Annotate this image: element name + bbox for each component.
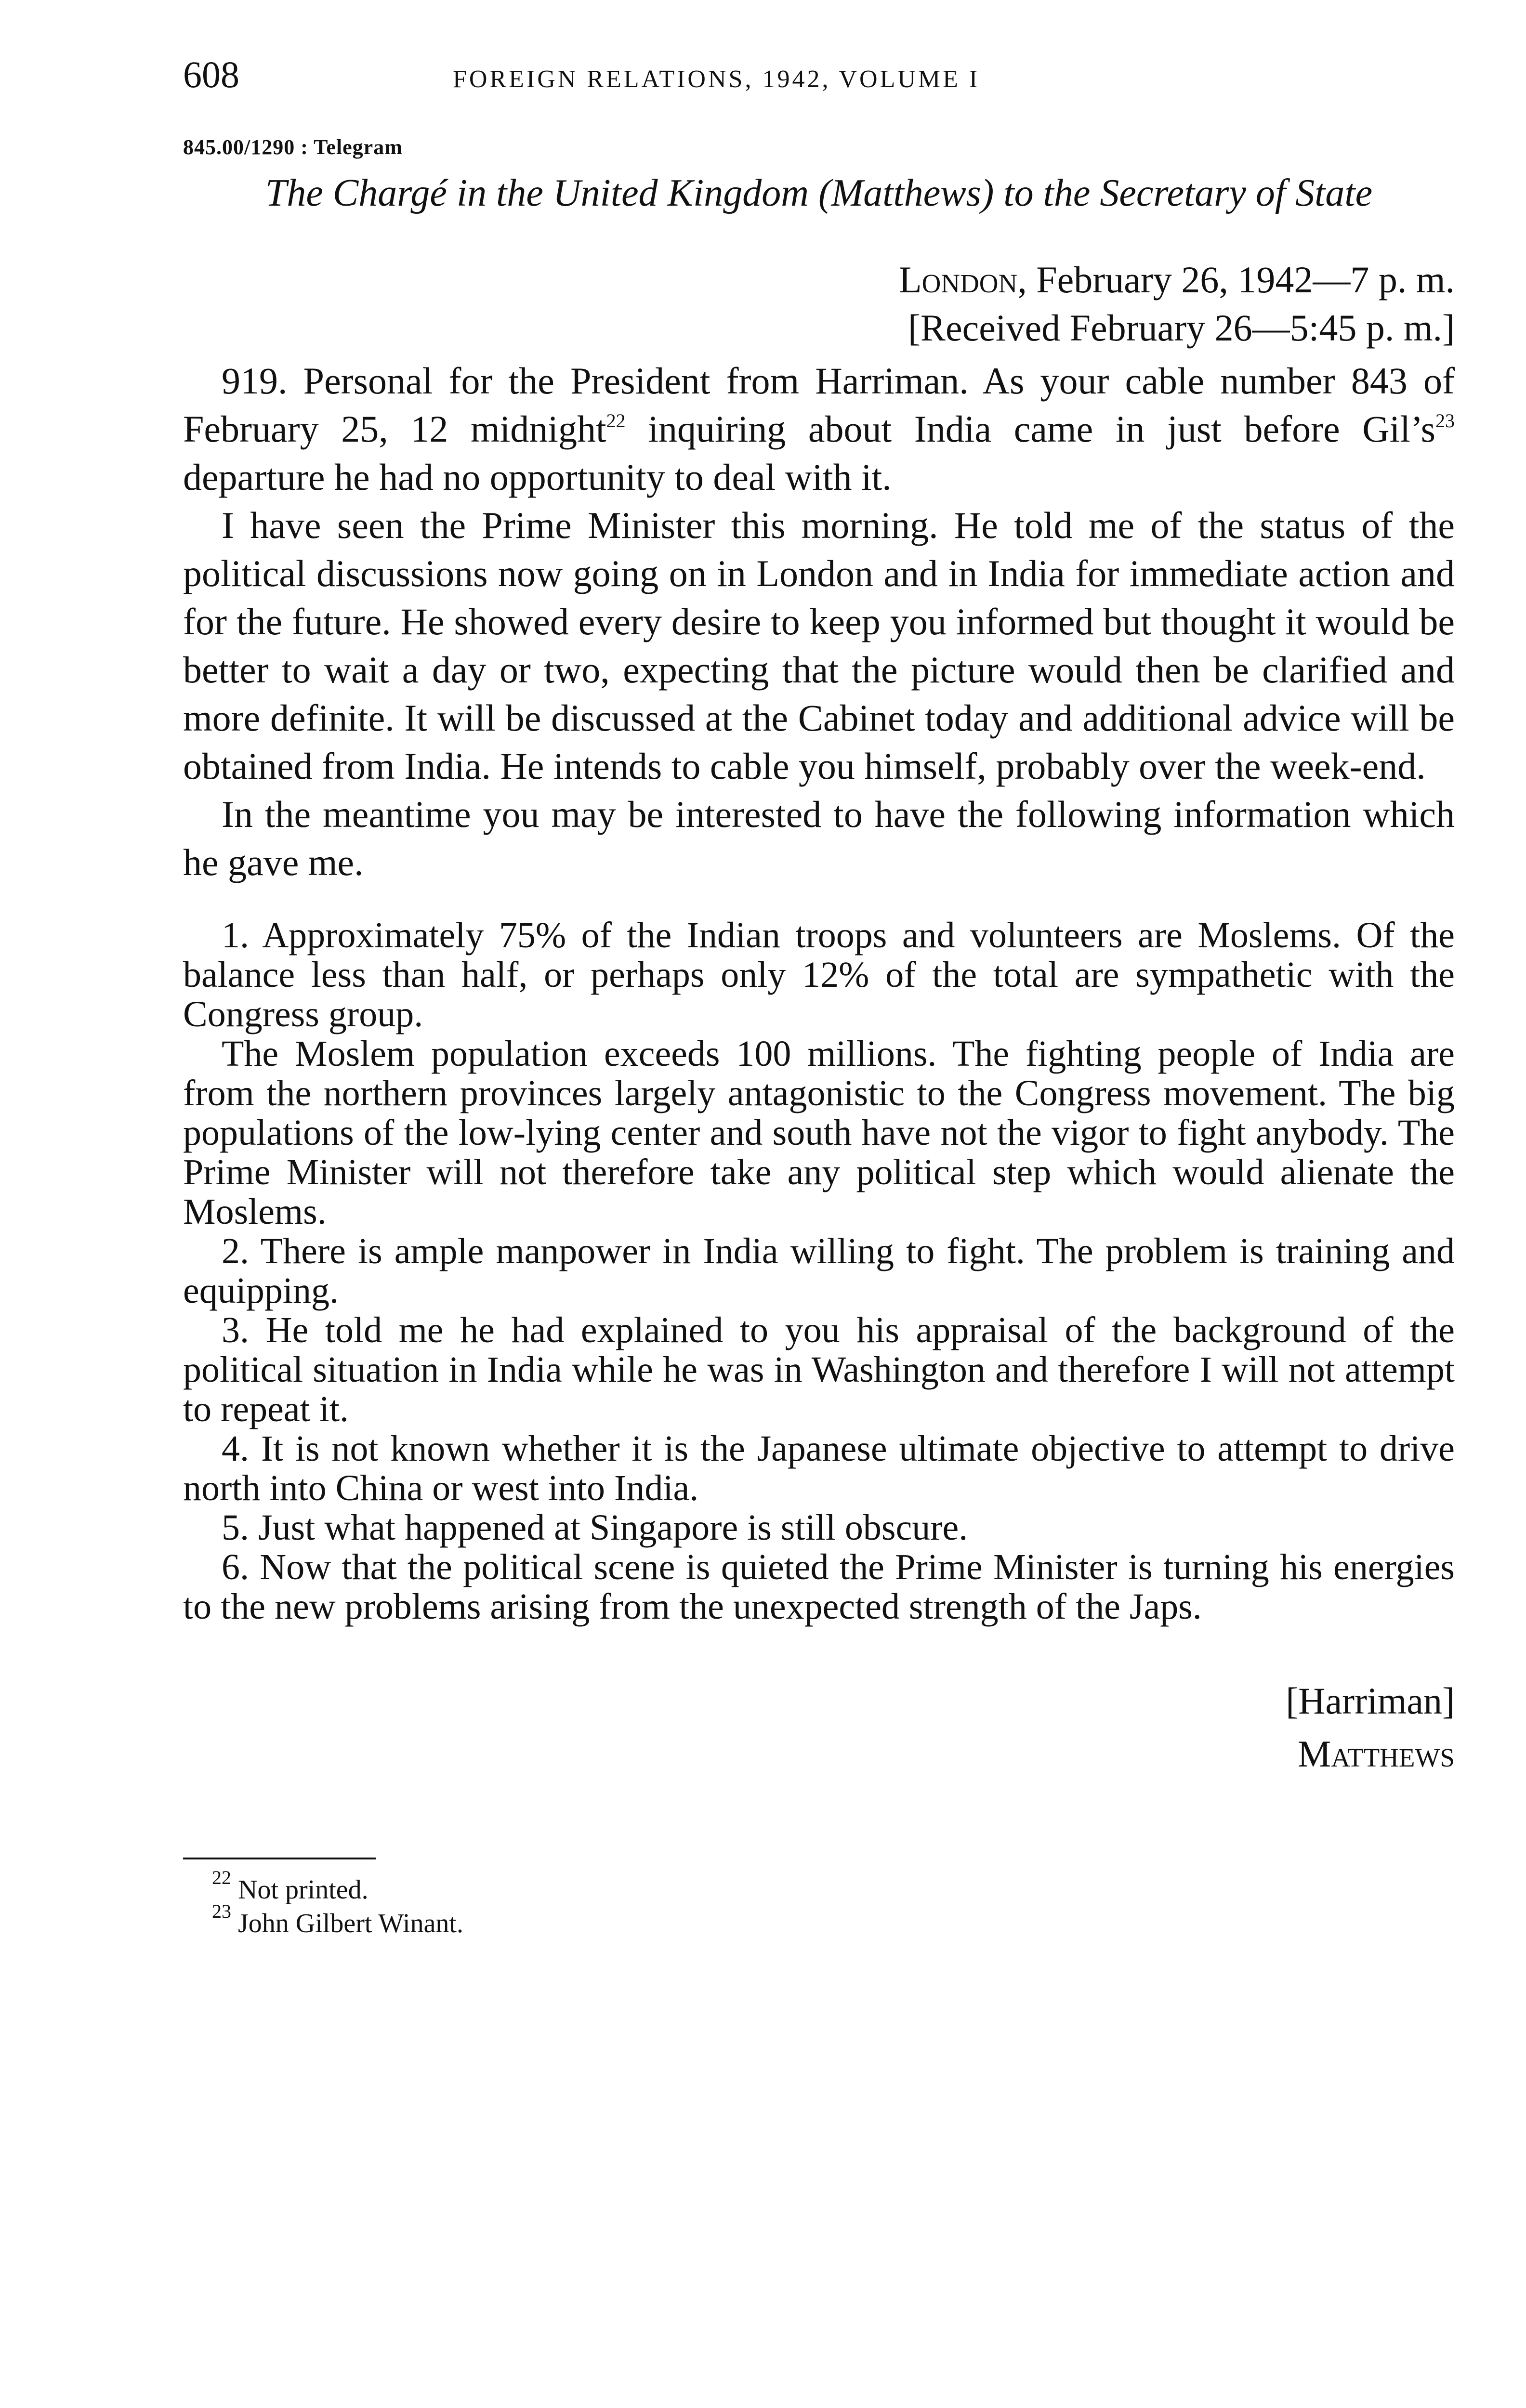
quoted-point: 5. Just what happened at Singapore is still obscure.: [222, 1507, 968, 1548]
quoted-point: The Moslem population exceeds 100 millions. The fighting people of India are from the northern provinces largely antagonistic to the Congress movement. The big populations of the low-lying center and south have not the vigor to fight anybody. The Prime Minister will not therefore take any political step which would alienate the Moslems.: [183, 1034, 1455, 1232]
signature-bracketed: [Harriman]: [1286, 1680, 1455, 1722]
paragraph-text: departure he had no opportunity to deal with it.: [183, 456, 892, 498]
dateline-date: , February 26, 1942—7 p. m.: [1017, 259, 1455, 301]
quoted-point: 6. Now that the political scene is quieted the Prime Minister is turning his energies to the new problems arising from the unexpected strength of the Japs.: [183, 1547, 1455, 1627]
footnotes: [183, 1867, 1455, 1940]
quoted-information: [183, 916, 1455, 1626]
quoted-point: 2. There is ample manpower in India willing to fight. The problem is training and equipping.: [183, 1231, 1455, 1311]
paragraph-opening: [183, 357, 1455, 501]
dateline: [183, 256, 1455, 352]
dateline-sent: [183, 256, 1455, 304]
footnote-divider: [183, 1858, 376, 1859]
page-number: 608: [183, 53, 239, 95]
footnote: [183, 1867, 1455, 1907]
dateline-place: London: [899, 259, 1018, 301]
footnote-text: John Gilbert Winant.: [238, 1909, 463, 1938]
signature-name: Matthews: [1298, 1733, 1455, 1775]
running-head: [183, 53, 1455, 111]
signature-block: [183, 1675, 1455, 1780]
footnote-marker: 22: [606, 410, 626, 432]
footnote-text: Not printed.: [238, 1875, 368, 1905]
footnote-marker: 23: [1435, 410, 1455, 432]
paragraph: I have seen the Prime Minister this morning. He told me of the status of the political discussions now going on in London and in India for immediate action and for the future. He showed every desire to keep you informed but thought it would be better to wait a day or two, expecting that the picture would then be clarified and more definite. It will be discussed at the Cabinet today and additional advice will be obtained from India. He intends to cable you himself, probably over the week-end.: [183, 504, 1455, 787]
quoted-point: 4. It is not known whether it is the Japanese ultimate objective to attempt to drive north into China or west into India.: [183, 1428, 1455, 1508]
document-title: The Chargé in the United Kingdom (Matthews) to the Secretary of State: [265, 172, 1373, 214]
quoted-point: 1. Approximately 75% of the Indian troops and volunteers are Moslems. Of the balance less than half, or perhaps only 12% of the total are sympathetic with the Congress group.: [183, 915, 1455, 1034]
paragraph-text: 919. Personal for the President from Harriman. As your cable number 843 of February 25, 12 midnight: [183, 360, 1455, 450]
file-reference: 845.00/1290 : Telegram: [183, 135, 403, 159]
paragraph-text: inquiring about India came in just before Gil’s: [625, 408, 1435, 450]
footnote-number: 23: [212, 1900, 231, 1922]
running-title: FOREIGN RELATIONS, 1942, VOLUME I: [453, 65, 980, 93]
footnote-number: 22: [212, 1867, 231, 1888]
body-text: [183, 357, 1455, 887]
document-page: [183, 53, 1455, 1940]
paragraph: In the meantime you may be interested to have the following information which he gave me.: [183, 793, 1455, 883]
footnote: [183, 1900, 1455, 1940]
quoted-point: 3. He told me he had explained to you his appraisal of the background of the political situation in India while he was in Washington and therefore I will not attempt to repeat it.: [183, 1310, 1455, 1429]
dateline-received: [Received February 26—5:45 p. m.]: [908, 307, 1455, 349]
